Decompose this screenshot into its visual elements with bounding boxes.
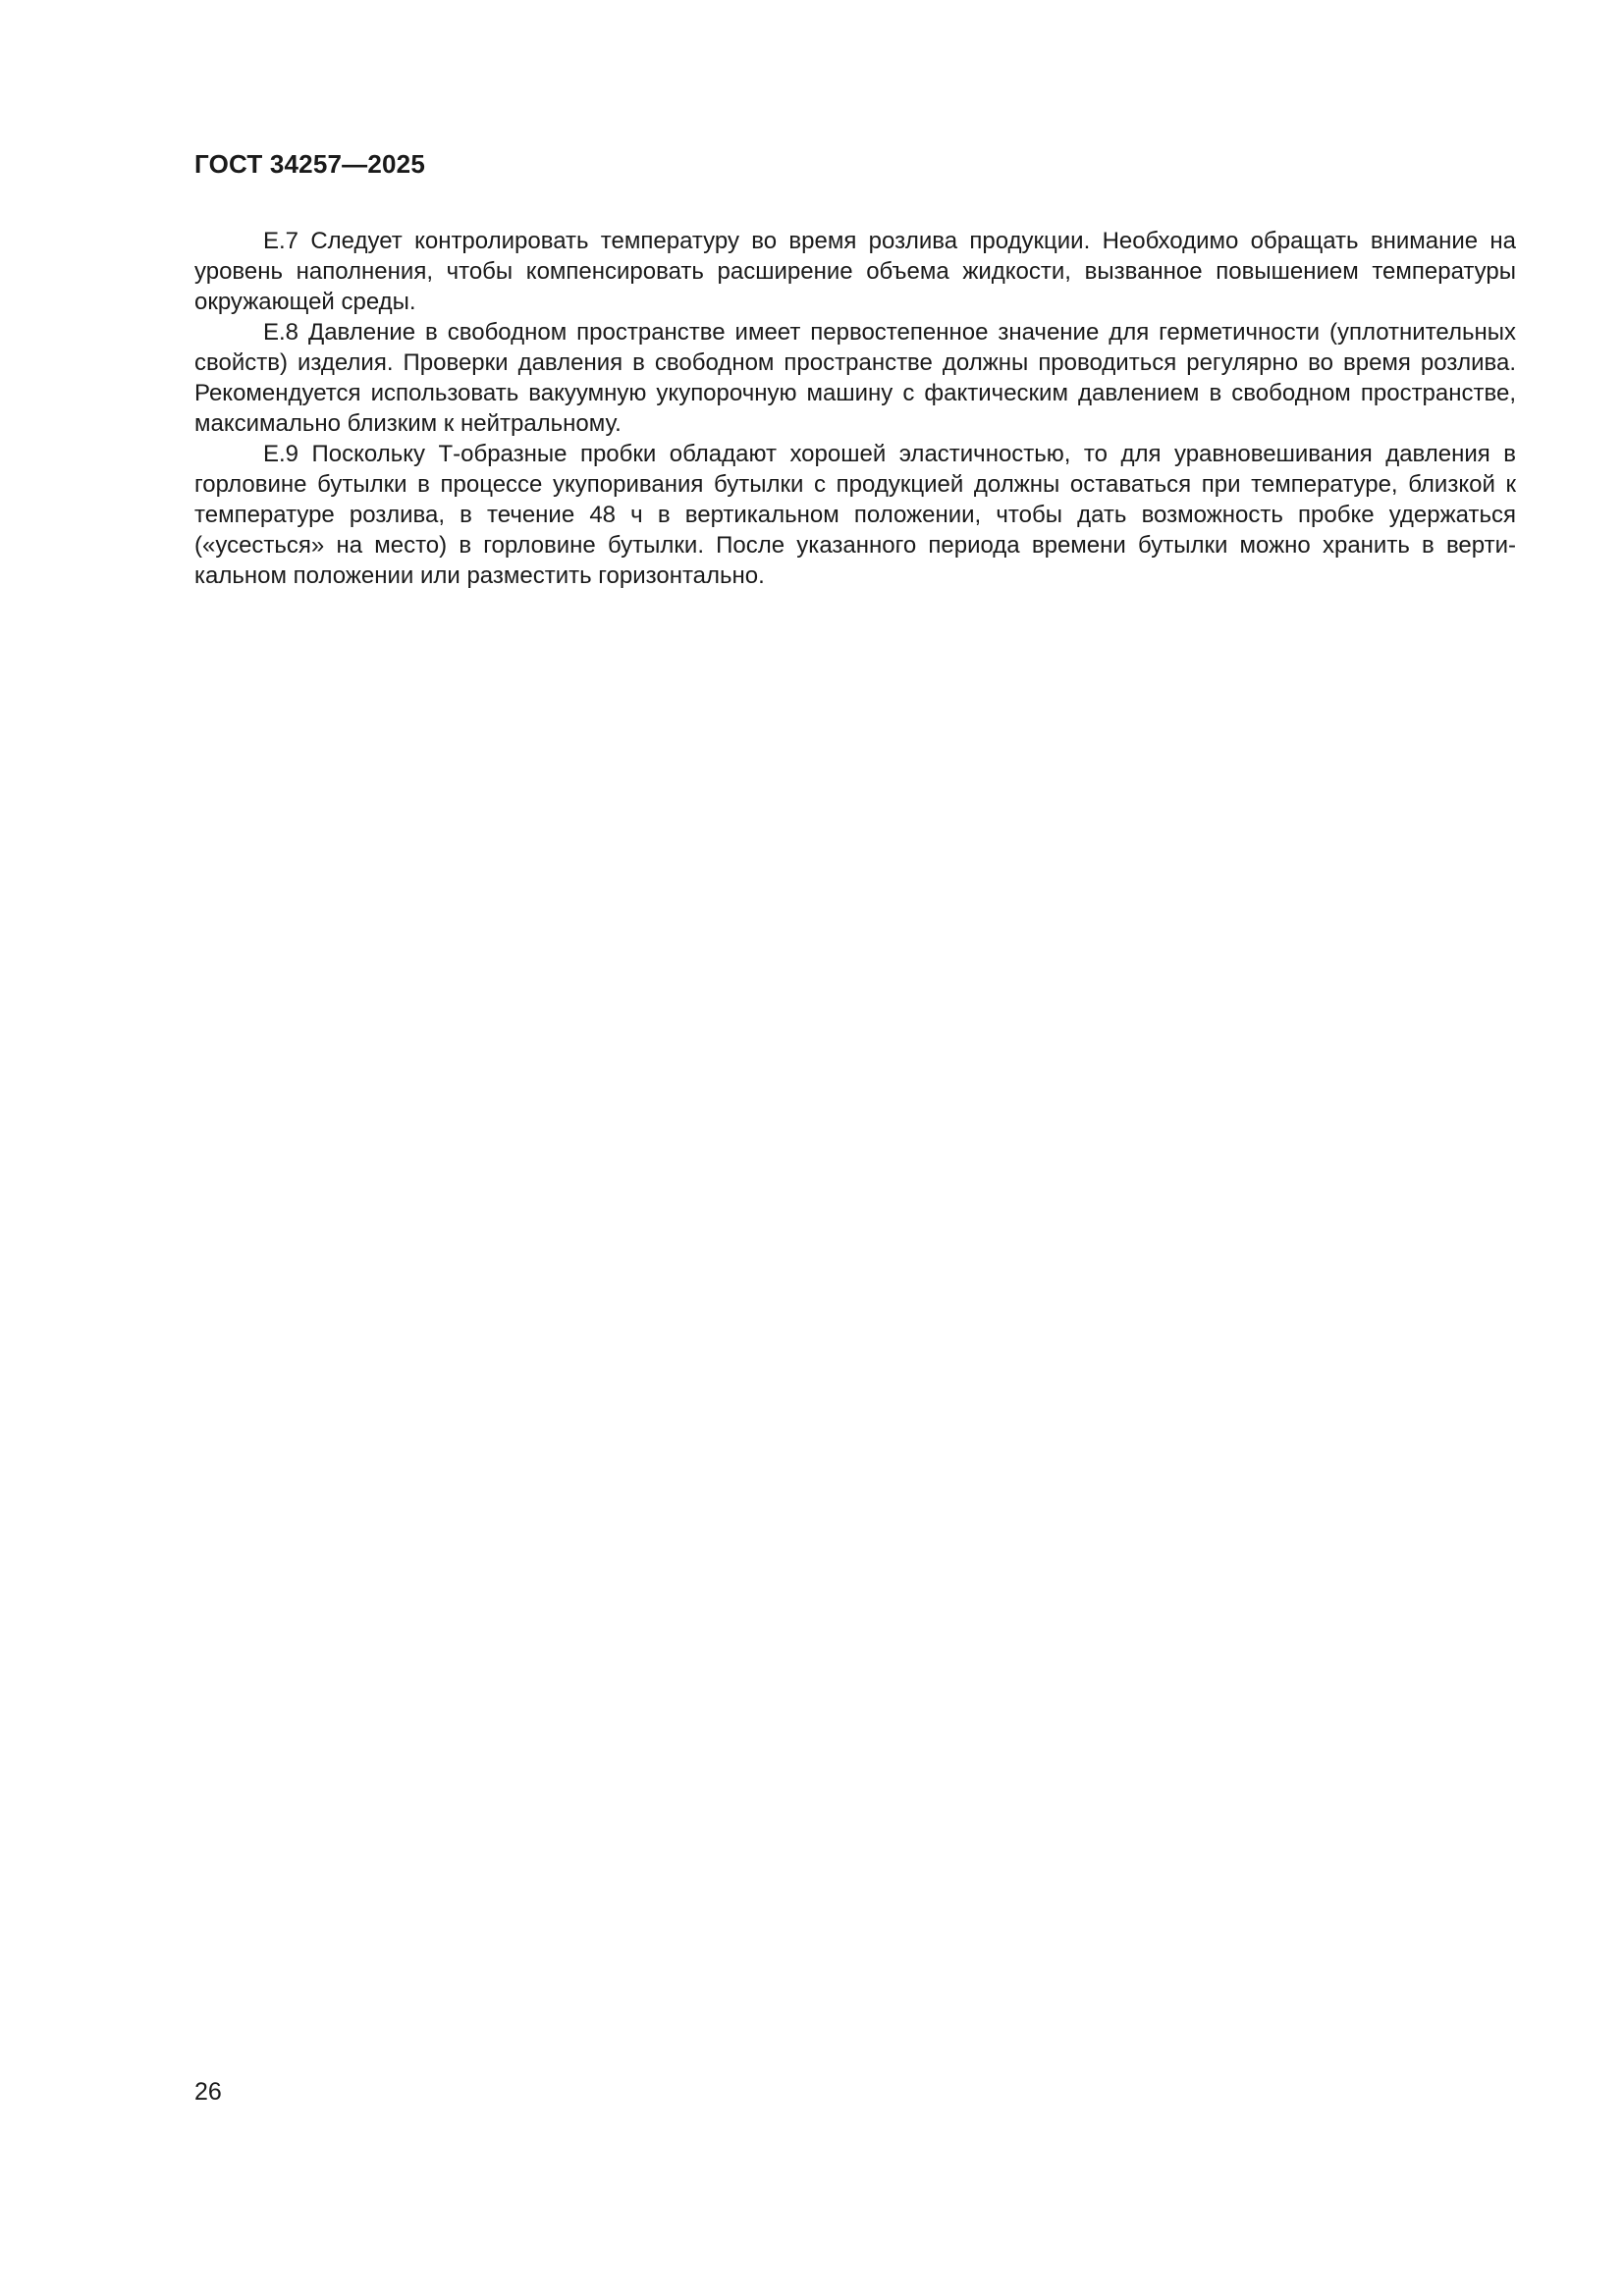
page-number: 26 <box>194 2078 222 2106</box>
body-text <box>194 226 1516 591</box>
paragraph-e9: Е.9 Поскольку Т-образные пробки обладают хорошей эластичностью, то для уравновешивания давления в горловине бутылки в процессе укупоривания бутылки с продукцией должны оставаться при температуре, близкой к температуре розлива, в течение 48 ч в вертикальном положении, чтобы дать возможность пробке удержаться («усесться» на место) в горловине бутылки. После указанного периода времени бутылки можно хранить в вертикальном положении или разместить горизонтально. <box>194 441 1516 589</box>
standard-code-heading: ГОСТ 34257—2025 <box>194 149 425 179</box>
paragraph-e8: Е.8 Давление в свободном пространстве имеет первостепенное значение для герметичности (уплотнительных свойств) изделия. Проверки давления в свободном пространстве должны проводиться регулярно во время розлива. Рекомендуется использовать вакуумную укупорочную машину с фактическим давлением в свободном пространстве, максимально близким к нейтральному. <box>194 319 1516 437</box>
paragraph-e7: Е.7 Следует контролировать температуру во время розлива продукции. Необходимо обращать внимание на уровень наполнения, чтобы компенсировать расширение объема жидкости, вызванное повышением температуры окружающей среды. <box>194 228 1516 315</box>
